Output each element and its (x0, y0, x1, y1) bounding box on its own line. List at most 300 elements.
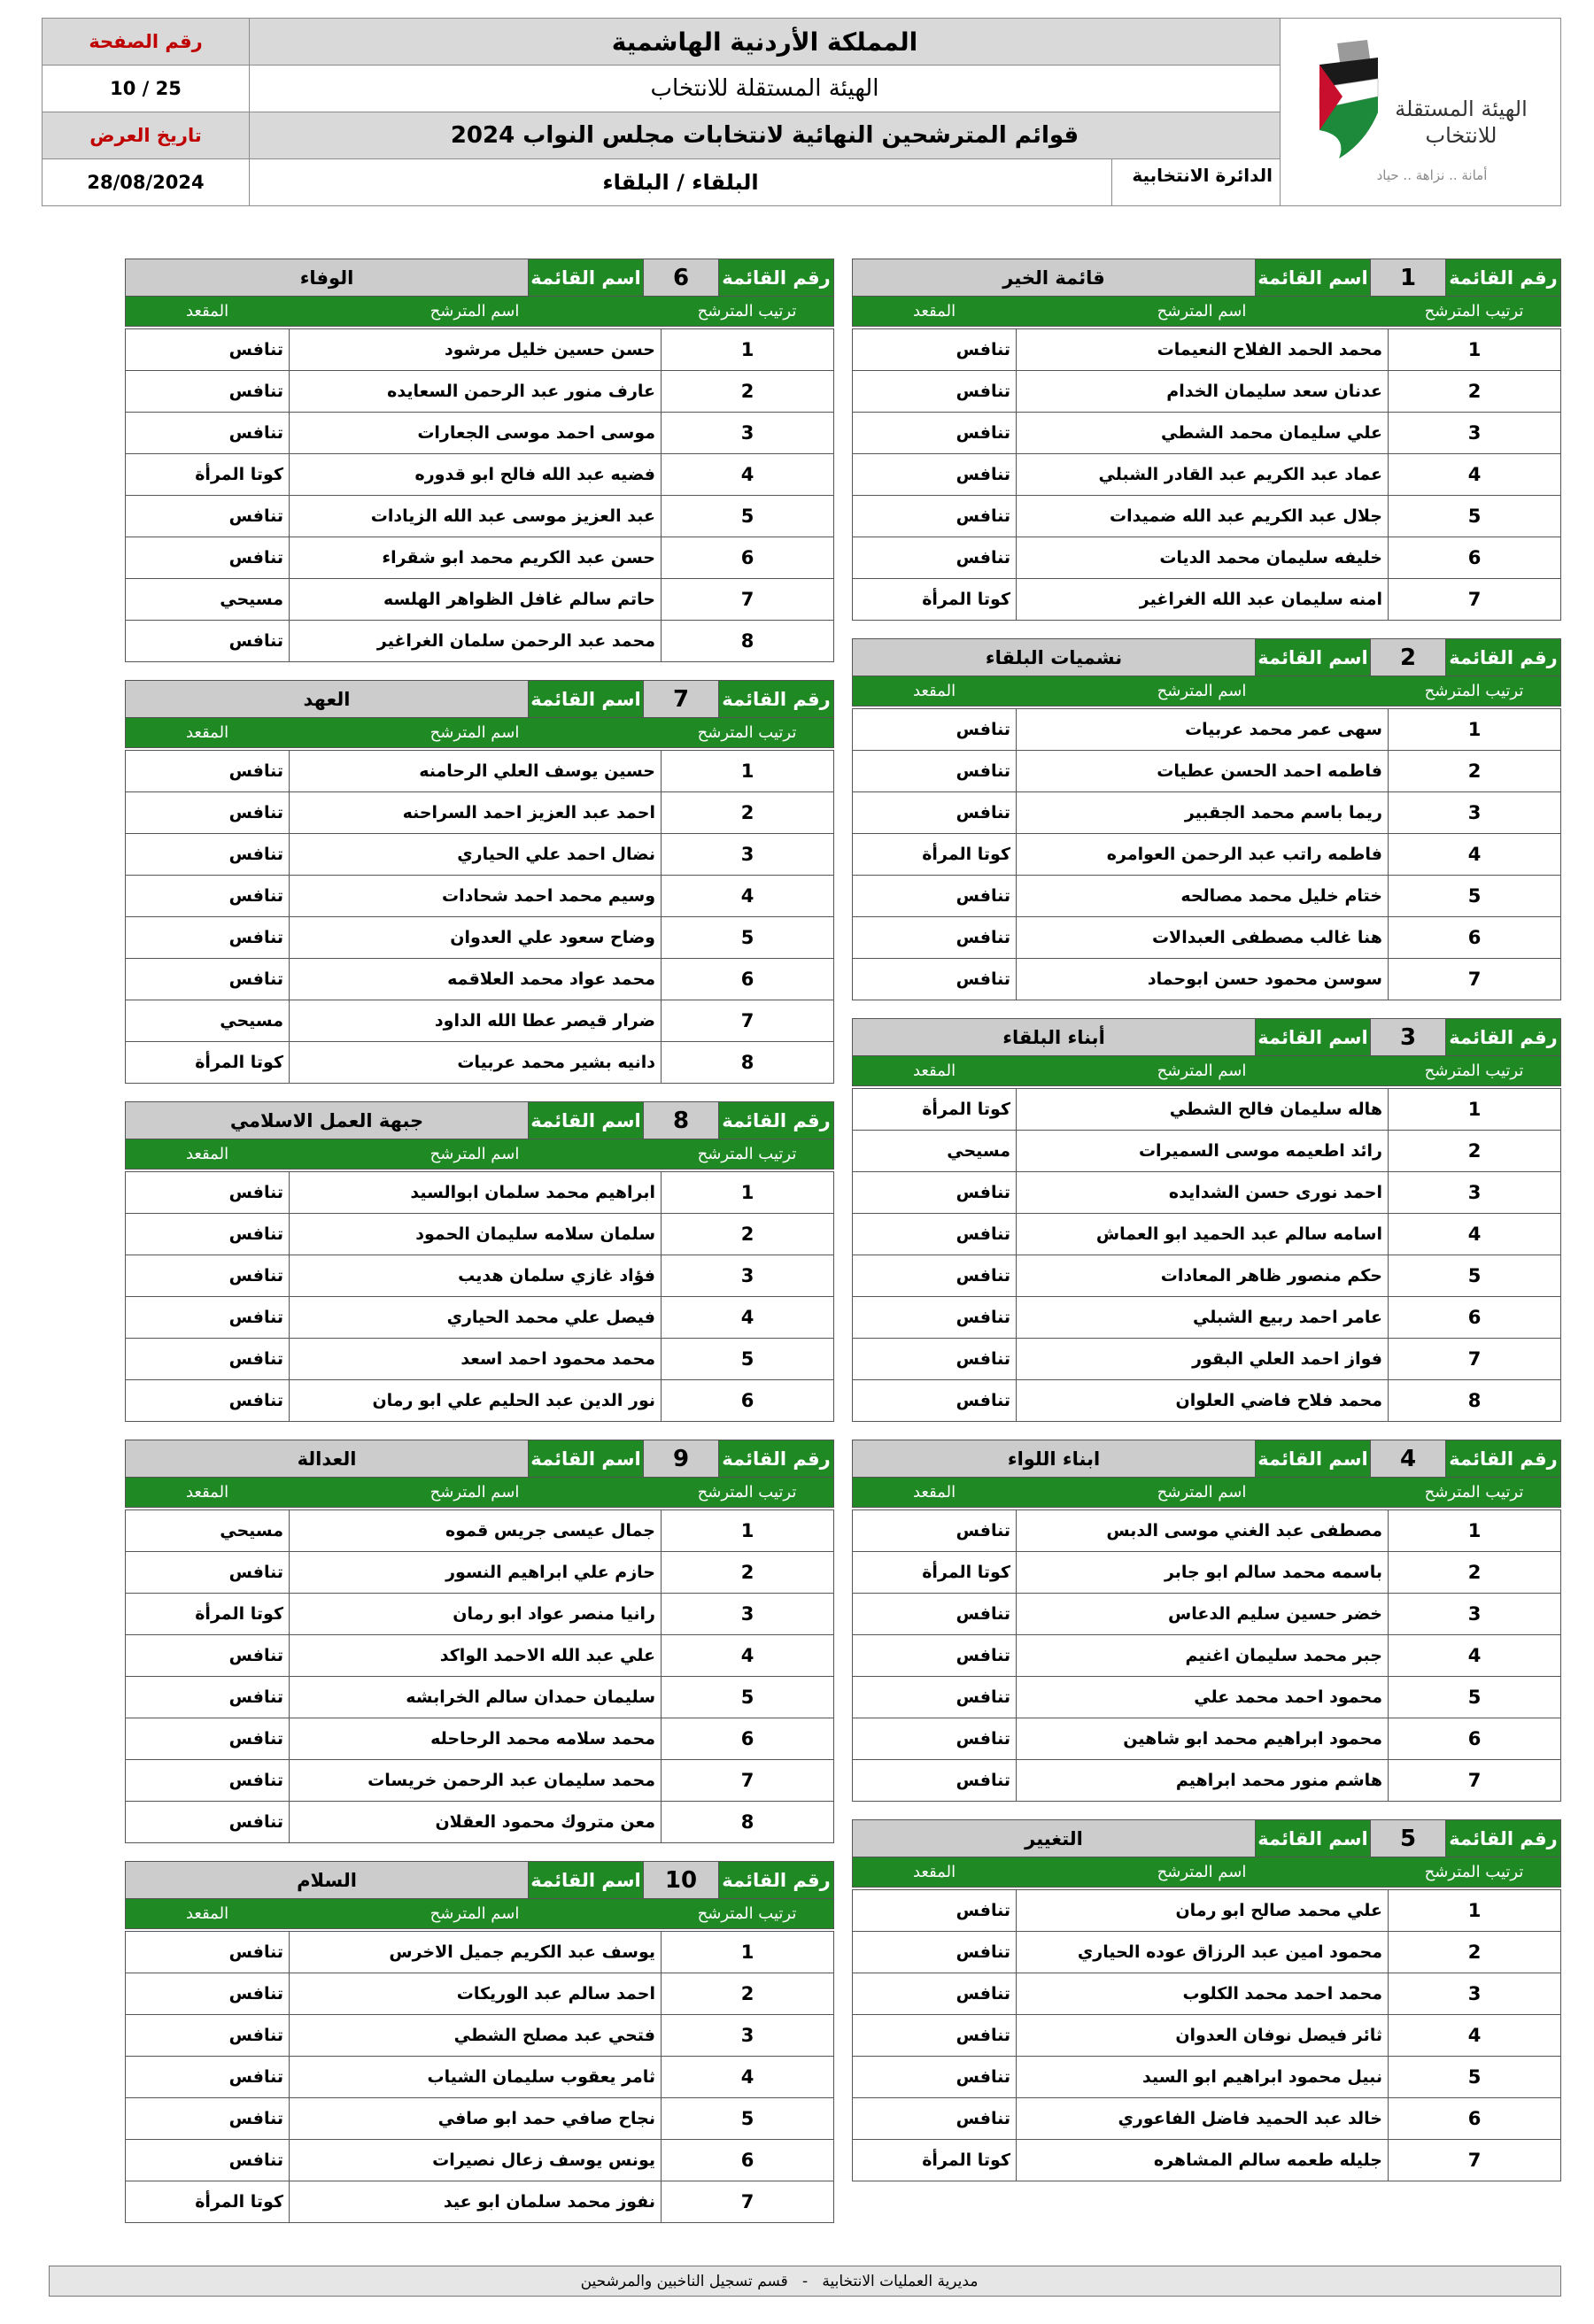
candidate-seat: تنافس (956, 928, 1010, 947)
candidate-rank: 5 (1388, 876, 1560, 916)
candidate-name: سلمان سلامه سليمان الحمود (289, 1214, 661, 1255)
candidate-name: علي محمد صالح ابو رمان (1016, 1890, 1388, 1931)
list-name: السلام (126, 1862, 528, 1898)
candidate-name: اسامه سالم عبد الحميد ابو العماش (1016, 1214, 1388, 1255)
list-header-row (852, 1018, 1561, 1056)
candidate-row (852, 1297, 1561, 1339)
candidate-seat: تنافس (228, 340, 283, 359)
list-block-7 (125, 680, 834, 1084)
list-number: 6 (643, 259, 718, 296)
candidate-row (852, 1760, 1561, 1802)
list-number: 5 (1370, 1820, 1445, 1857)
list-number: 7 (643, 681, 718, 717)
candidate-row (852, 834, 1561, 876)
column-header-row (852, 1478, 1561, 1508)
candidate-seat: تنافس (228, 1266, 283, 1286)
candidate-name: نجاح صافي حمد ابو صافي (289, 2098, 661, 2139)
candidate-seat: تنافس (228, 2109, 283, 2128)
candidate-name: محمود احمد محمد علي (1016, 1677, 1388, 1718)
display-date-label: تاريخ العرض (43, 112, 249, 158)
report-title: قوائم المترشحين النهائية لانتخابات مجلس النواب 2024 (250, 112, 1280, 158)
candidate-rank: 6 (1388, 917, 1560, 958)
candidate-row (125, 496, 834, 537)
logo-name-line2: للانتخاب (1425, 123, 1497, 148)
candidate-rank: 4 (661, 1635, 833, 1676)
candidate-name: يونس يوسف زعال نصيرات (289, 2140, 661, 2181)
candidate-row (852, 1339, 1561, 1380)
col-header-seat: المقعد (185, 302, 229, 320)
list-number: 2 (1370, 639, 1445, 676)
candidate-name: محمد فلاح فاضي العلوان (1016, 1380, 1388, 1421)
candidate-seat: تنافس (228, 1771, 283, 1790)
header-table (42, 18, 1561, 206)
candidate-rank: 2 (661, 1973, 833, 2014)
candidate-seat: تنافس (228, 803, 283, 822)
candidate-rows (852, 1509, 1561, 1802)
candidate-seat: تنافس (956, 2109, 1010, 2128)
candidate-row (852, 1594, 1561, 1635)
list-number-label: رقم القائمة (1445, 1820, 1560, 1857)
candidate-row (125, 2140, 834, 2181)
candidate-seat: تنافس (228, 1563, 283, 1582)
candidate-rank: 6 (1388, 537, 1560, 578)
candidate-seat: مسيحي (220, 590, 283, 609)
candidate-name: نفوز محمد سلمان ابو عيد (289, 2181, 661, 2222)
candidate-seat: تنافس (228, 2067, 283, 2087)
kingdom-title: المملكة الأردنية الهاشمية (250, 19, 1280, 65)
candidate-seat: تنافس (228, 845, 283, 864)
candidate-rank: 2 (1388, 751, 1560, 791)
candidate-rank: 4 (661, 2057, 833, 2097)
candidate-row (125, 2098, 834, 2140)
col-header-seat: المقعد (185, 723, 229, 742)
candidate-name: محمد سلامه محمد الرحاحله (289, 1718, 661, 1759)
candidate-row (125, 2181, 834, 2223)
candidate-name: عارف منور عبد الرحمن السعايده (289, 371, 661, 412)
candidate-name: ثائر فيصل نوفان العدوان (1016, 2015, 1388, 2056)
candidate-rows (852, 708, 1561, 1000)
candidate-seat: تنافس (956, 1771, 1010, 1790)
candidate-seat: تنافس (956, 1266, 1010, 1286)
candidate-rank: 8 (661, 621, 833, 661)
candidate-row (125, 1000, 834, 1042)
candidate-seat: تنافس (956, 1391, 1010, 1410)
candidate-seat: تنافس (228, 969, 283, 989)
candidate-rank: 6 (661, 1380, 833, 1421)
candidate-name: فتحي عبد مصلح الشطي (289, 2015, 661, 2056)
candidate-seat: تنافس (228, 1308, 283, 1327)
candidate-seat: تنافس (956, 2067, 1010, 2087)
candidate-row (125, 1042, 834, 1084)
list-name-label: اسم القائمة (528, 681, 643, 717)
list-number-label: رقم القائمة (718, 1862, 833, 1898)
candidate-name: علي عبد الله الاحمد الواكد (289, 1635, 661, 1676)
col-header-candidate: اسم المترشح (1157, 1863, 1247, 1881)
candidate-rows (852, 328, 1561, 621)
commission-logo (1281, 19, 1560, 205)
list-name-label: اسم القائمة (528, 1862, 643, 1898)
candidate-row (852, 1172, 1561, 1214)
candidate-row (852, 496, 1561, 537)
candidate-seat: تنافس (956, 1183, 1010, 1202)
candidate-seat: تنافس (956, 1901, 1010, 1920)
list-name: أبناء البلقاء (853, 1019, 1255, 1055)
candidate-rows (125, 1171, 834, 1422)
candidate-row (852, 1890, 1561, 1932)
col-header-candidate: اسم المترشح (1157, 1062, 1247, 1080)
candidate-row (852, 1552, 1561, 1594)
candidate-rows (125, 1931, 834, 2223)
list-name-label: اسم القائمة (1255, 1820, 1370, 1857)
ballot-flag-emblem-icon (1312, 38, 1383, 164)
candidate-name: جبر محمد سليمان اغنيم (1016, 1635, 1388, 1676)
list-block-2 (852, 638, 1561, 1000)
candidate-row (852, 751, 1561, 792)
candidate-seat: تنافس (956, 886, 1010, 906)
candidate-seat: تنافس (228, 1183, 283, 1202)
candidate-row (125, 1760, 834, 1802)
candidate-seat: كوتا المرأة (195, 1053, 283, 1072)
candidate-seat: تنافس (228, 886, 283, 906)
candidate-name: سليمان حمدان سالم الخرابشه (289, 1677, 661, 1718)
candidate-name: حسين يوسف العلي الرحامنه (289, 751, 661, 791)
list-header-row (852, 1819, 1561, 1857)
candidate-name: محمود امين عبد الرزاق عوده الحياري (1016, 1932, 1388, 1973)
candidate-row (852, 1677, 1561, 1718)
candidate-name: ضرار قيصر عطا الله الداود (289, 1000, 661, 1041)
candidate-row (125, 1214, 834, 1255)
list-number: 4 (1370, 1440, 1445, 1477)
candidate-name: هاله سليمان فالح الشطي (1016, 1089, 1388, 1130)
candidate-seat: تنافس (956, 423, 1010, 443)
candidate-row (852, 1718, 1561, 1760)
candidate-rank: 6 (1388, 2098, 1560, 2139)
candidate-seat: تنافس (956, 803, 1010, 822)
list-number: 1 (1370, 259, 1445, 296)
candidate-name: خليفه سليمان محمد الديات (1016, 537, 1388, 578)
page-number-label: رقم الصفحة (43, 19, 249, 65)
candidate-name: محمد عواد محمد العلاقمه (289, 959, 661, 1000)
candidate-rank: 5 (661, 1339, 833, 1379)
candidate-row (852, 537, 1561, 579)
candidate-seat: تنافس (956, 1942, 1010, 1962)
candidate-rank: 3 (1388, 413, 1560, 453)
col-header-seat: المقعد (912, 1062, 956, 1080)
candidate-rank: 4 (1388, 454, 1560, 495)
candidate-row (852, 1973, 1561, 2015)
col-header-seat: المقعد (912, 302, 956, 320)
list-name: قائمة الخير (853, 259, 1255, 296)
candidate-row (125, 1339, 834, 1380)
list-block-10 (125, 1861, 834, 2223)
candidate-seat: كوتا المرأة (922, 590, 1010, 609)
footer-text: مديرية العمليات الانتخابية - قسم تسجيل الناخبين والمرشحين (580, 2272, 979, 2290)
candidate-seat: تنافس (228, 1812, 283, 1832)
list-name-label: اسم القائمة (528, 1440, 643, 1477)
candidate-row (852, 579, 1561, 621)
candidate-rank: 6 (661, 959, 833, 1000)
candidate-name: علي سليمان محمد الشطي (1016, 413, 1388, 453)
list-block-1 (852, 259, 1561, 621)
candidate-rank: 5 (661, 496, 833, 537)
list-block-4 (852, 1440, 1561, 1802)
candidate-name: فيصل علي محمد الحياري (289, 1297, 661, 1338)
candidate-rank: 7 (1388, 579, 1560, 620)
list-header-row (852, 638, 1561, 676)
candidate-row (852, 876, 1561, 917)
candidate-row (852, 959, 1561, 1000)
candidate-rank: 5 (661, 1677, 833, 1718)
candidate-seat: تنافس (956, 1984, 1010, 2004)
candidate-name: حازم علي ابراهيم النسور (289, 1552, 661, 1593)
district-label: الدائرة الانتخابية (1112, 159, 1280, 205)
candidate-rank: 7 (1388, 959, 1560, 1000)
candidate-seat: مسيحي (220, 1011, 283, 1031)
list-header-row (125, 1440, 834, 1478)
candidate-seat: تنافس (956, 1604, 1010, 1624)
logo-name-line1: الهيئة المستقلة (1395, 97, 1528, 121)
candidate-seat: تنافس (956, 969, 1010, 989)
candidate-seat: كوتا المرأة (922, 1563, 1010, 1582)
candidate-row (125, 792, 834, 834)
col-header-candidate: اسم المترشح (429, 1904, 520, 1923)
candidate-rank: 5 (661, 917, 833, 958)
page-footer (49, 2266, 1561, 2297)
col-header-candidate: اسم المترشح (1157, 302, 1247, 320)
list-header-row (125, 1861, 834, 1899)
column-header-row (125, 297, 834, 327)
col-header-seat: المقعد (912, 682, 956, 700)
candidate-name: ختام خليل محمد مصالحه (1016, 876, 1388, 916)
candidate-name: احمد نورى حسن الشدايده (1016, 1172, 1388, 1213)
candidate-row (125, 1718, 834, 1760)
candidate-rank: 7 (1388, 2140, 1560, 2181)
candidate-rank: 7 (1388, 1339, 1560, 1379)
list-block-8 (125, 1101, 834, 1422)
candidate-row (125, 621, 834, 662)
candidate-row (852, 2057, 1561, 2098)
candidate-row (125, 1380, 834, 1422)
candidate-name: موسى احمد موسى الجعارات (289, 413, 661, 453)
col-header-rank: ترتيب المترشح (1424, 1062, 1524, 1080)
candidate-row (125, 1552, 834, 1594)
column-header-row (852, 676, 1561, 706)
candidate-name: عبد العزيز موسى عبد الله الزيادات (289, 496, 661, 537)
candidate-seat: تنافس (956, 2026, 1010, 2045)
candidate-row (852, 1255, 1561, 1297)
candidate-rank: 4 (1388, 1214, 1560, 1255)
candidate-rank: 7 (661, 579, 833, 620)
page-number: 10 / 25 (43, 66, 249, 112)
candidate-rank: 5 (661, 2098, 833, 2139)
candidate-row (125, 917, 834, 959)
candidate-name: ريما باسم محمد الجقبير (1016, 792, 1388, 833)
commission-title: الهيئة المستقلة للانتخاب (250, 66, 1280, 112)
candidate-seat: تنافس (228, 1729, 283, 1749)
col-header-seat: المقعد (912, 1483, 956, 1502)
col-header-seat: المقعد (185, 1145, 229, 1163)
candidate-seat: كوتا المرأة (922, 845, 1010, 864)
list-number: 10 (643, 1862, 718, 1898)
candidate-rank: 1 (661, 1510, 833, 1551)
candidate-row (125, 1932, 834, 1973)
candidate-name: وسيم محمد احمد شحادات (289, 876, 661, 916)
col-header-seat: المقعد (185, 1483, 229, 1502)
candidate-name: حسن حسين خليل مرشود (289, 329, 661, 370)
candidate-seat: تنافس (956, 1687, 1010, 1707)
candidate-rank: 1 (1388, 1510, 1560, 1551)
candidate-row (852, 1214, 1561, 1255)
candidate-row (852, 2098, 1561, 2140)
candidate-rank: 6 (661, 2140, 833, 2181)
candidate-rank: 4 (661, 454, 833, 495)
list-name: نشميات البلقاء (853, 639, 1255, 676)
candidate-rank: 1 (661, 329, 833, 370)
candidate-row (125, 537, 834, 579)
list-name: العدالة (126, 1440, 528, 1477)
candidate-row (125, 751, 834, 792)
candidate-seat: تنافس (956, 1729, 1010, 1749)
candidate-rank: 6 (661, 537, 833, 578)
candidate-row (852, 1510, 1561, 1552)
list-name: العهد (126, 681, 528, 717)
candidate-name: هنا غالب مصطفى العبدالات (1016, 917, 1388, 958)
candidate-name: جمال عيسى جريس قموه (289, 1510, 661, 1551)
candidate-rank: 7 (661, 1000, 833, 1041)
candidate-row (852, 1635, 1561, 1677)
candidate-seat: تنافس (228, 1646, 283, 1665)
candidate-rank: 2 (1388, 1131, 1560, 1171)
list-name-label: اسم القائمة (528, 259, 643, 296)
col-header-candidate: اسم المترشح (429, 1145, 520, 1163)
candidate-rank: 5 (1388, 1255, 1560, 1296)
list-number: 3 (1370, 1019, 1445, 1055)
candidate-name: رانيا منصر عواد ابو رمان (289, 1594, 661, 1634)
candidate-seat: تنافس (956, 548, 1010, 567)
candidate-row (125, 329, 834, 371)
candidate-rank: 3 (661, 1594, 833, 1634)
col-header-seat: المقعد (912, 1863, 956, 1881)
list-header-row (125, 1101, 834, 1139)
candidate-name: فؤاد غازي سلمان هديب (289, 1255, 661, 1296)
candidate-row (125, 959, 834, 1000)
candidate-rank: 2 (661, 792, 833, 833)
candidate-seat: تنافس (228, 1687, 283, 1707)
list-number-label: رقم القائمة (718, 681, 833, 717)
candidate-row (852, 709, 1561, 751)
candidate-rank: 1 (1388, 709, 1560, 750)
col-header-candidate: اسم المترشح (1157, 682, 1247, 700)
candidate-name: احمد سالم عبد الوريكات (289, 1973, 661, 2014)
candidate-seat: تنافس (228, 423, 283, 443)
candidate-rank: 8 (661, 1802, 833, 1842)
candidate-name: جلال عبد الكريم عبد الله ضميدات (1016, 496, 1388, 537)
candidate-row (125, 413, 834, 454)
list-number-label: رقم القائمة (718, 259, 833, 296)
candidate-name: نضال احمد علي الحياري (289, 834, 661, 875)
candidate-name: جليله طعمه سالم المشاهره (1016, 2140, 1388, 2181)
district-value: البلقاء / البلقاء (250, 159, 1111, 205)
candidate-row (852, 1089, 1561, 1131)
candidate-row (852, 792, 1561, 834)
candidate-row (125, 1297, 834, 1339)
candidate-rows (852, 1889, 1561, 2181)
candidate-rank: 1 (1388, 1890, 1560, 1931)
candidate-seat: تنافس (956, 382, 1010, 401)
candidate-rank: 3 (661, 413, 833, 453)
candidate-seat: كوتا المرأة (195, 1604, 283, 1624)
candidate-rank: 5 (1388, 2057, 1560, 2097)
candidate-seat: تنافس (228, 382, 283, 401)
candidate-seat: تنافس (228, 1349, 283, 1369)
candidate-name: فاطمه راتب عبد الرحمن العوامره (1016, 834, 1388, 875)
list-name: جبهة العمل الاسلامي (126, 1102, 528, 1139)
column-header-row (852, 297, 1561, 327)
candidate-name: مصطفى عبد الغني موسى الدبس (1016, 1510, 1388, 1551)
candidate-rows (125, 1509, 834, 1843)
candidate-seat: تنافس (228, 1942, 283, 1962)
candidate-row (125, 579, 834, 621)
lists-column-right (852, 259, 1561, 2199)
candidate-row (852, 2140, 1561, 2181)
candidate-rank: 5 (1388, 1677, 1560, 1718)
column-header-row (852, 1056, 1561, 1086)
list-number-label: رقم القائمة (1445, 639, 1560, 676)
candidate-rank: 1 (661, 1172, 833, 1213)
candidate-row (852, 1131, 1561, 1172)
candidate-rank: 2 (661, 1552, 833, 1593)
candidate-rank: 1 (661, 1932, 833, 1973)
candidate-seat: تنافس (956, 761, 1010, 781)
list-block-9 (125, 1440, 834, 1843)
candidate-rank: 2 (1388, 1932, 1560, 1973)
candidate-row (852, 1932, 1561, 1973)
candidate-rank: 3 (1388, 1973, 1560, 2014)
candidate-rank: 7 (661, 1760, 833, 1801)
list-block-3 (852, 1018, 1561, 1422)
candidate-name: دانيه بشير محمد عربيات (289, 1042, 661, 1083)
candidate-seat: تنافس (228, 548, 283, 567)
candidate-seat: تنافس (956, 720, 1010, 739)
candidate-seat: تنافس (228, 761, 283, 781)
list-name: ابناء اللواء (853, 1440, 1255, 1477)
candidate-row (125, 1255, 834, 1297)
candidate-seat: كوتا المرأة (922, 1100, 1010, 1119)
col-header-candidate: اسم المترشح (1157, 1483, 1247, 1502)
candidate-name: معن متروك محمود العقلان (289, 1802, 661, 1842)
candidate-name: نبيل محمود ابراهيم ابو السيد (1016, 2057, 1388, 2097)
candidate-rank: 4 (661, 1297, 833, 1338)
candidate-seat: تنافس (228, 1224, 283, 1244)
list-name-label: اسم القائمة (1255, 1019, 1370, 1055)
candidate-rank: 3 (661, 1255, 833, 1296)
candidate-row (125, 1635, 834, 1677)
col-header-candidate: اسم المترشح (429, 302, 520, 320)
candidate-rank: 3 (661, 834, 833, 875)
candidate-row (125, 454, 834, 496)
candidate-row (125, 1973, 834, 2015)
list-header-row (125, 259, 834, 297)
candidate-name: محمد محمود احمد اسعد (289, 1339, 661, 1379)
list-number-label: رقم القائمة (1445, 1440, 1560, 1477)
list-number-label: رقم القائمة (718, 1102, 833, 1139)
candidate-rows (852, 1088, 1561, 1422)
list-name-label: اسم القائمة (1255, 259, 1370, 296)
candidate-seat: مسيحي (220, 1521, 283, 1540)
column-header-row (125, 718, 834, 748)
candidate-seat: تنافس (228, 1984, 283, 2004)
candidate-name: خالد عبد الحميد فاضل الفاعوري (1016, 2098, 1388, 2139)
